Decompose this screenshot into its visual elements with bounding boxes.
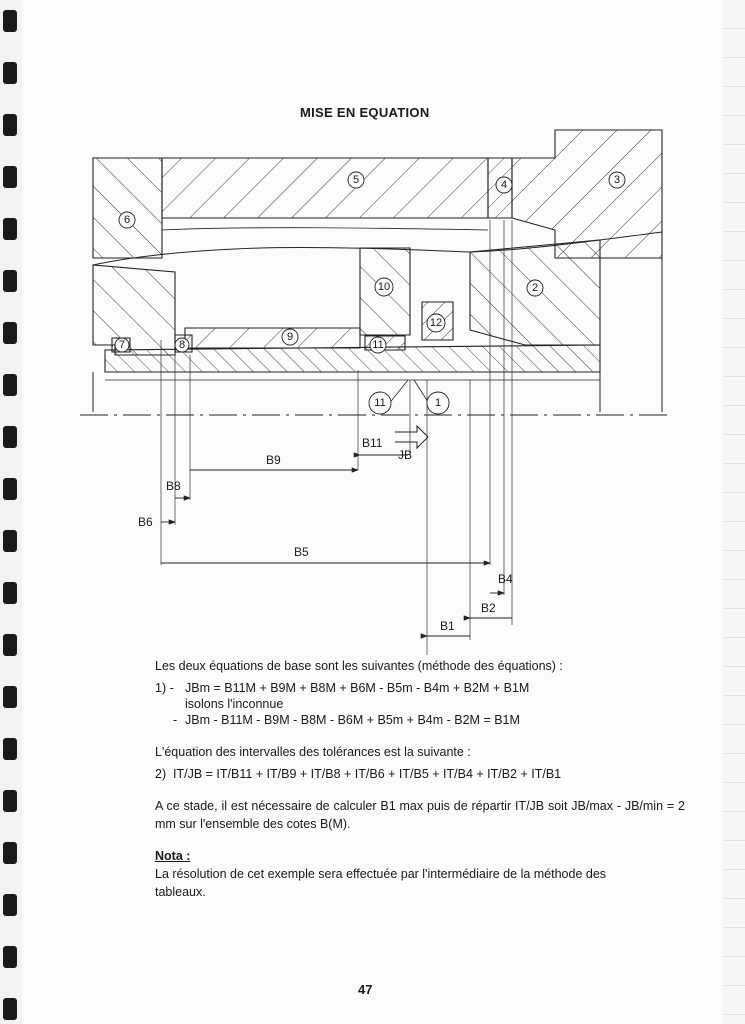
label-b11: B11 — [362, 436, 383, 450]
svg-text:1: 1 — [434, 397, 442, 409]
binding-ring — [3, 738, 17, 760]
svg-text:4: 4 — [500, 179, 508, 191]
svg-text:9: 9 — [286, 331, 294, 343]
part-9 — [185, 328, 360, 348]
svg-text:10: 10 — [377, 281, 391, 293]
label-b1: B1 — [440, 619, 455, 633]
svg-text:6: 6 — [123, 214, 131, 226]
binding-ring — [3, 998, 17, 1020]
nota-label: Nota : — [155, 849, 191, 863]
part-6-lower — [93, 265, 175, 355]
equation-2: 2) IT/JB = IT/B11 + IT/B9 + IT/B8 + IT/B6 + IT/B5 + IT/B4 + IT/B2 + IT/B1 — [155, 767, 562, 781]
label-b9: B9 — [266, 453, 281, 467]
part-6 — [93, 158, 162, 258]
label-b6: B6 — [138, 515, 153, 529]
page-number: 47 — [358, 982, 373, 997]
binding-ring — [3, 790, 17, 812]
page-title: MISE EN EQUATION — [300, 105, 430, 120]
jb-arrow — [395, 426, 428, 448]
binding-ring — [3, 686, 17, 708]
intro-text: Les deux équations de base sont les suivantes (méthode des équations) : — [155, 659, 563, 673]
svg-text:2: 2 — [531, 282, 539, 294]
svg-text:11: 11 — [372, 339, 384, 351]
label-b5: B5 — [294, 545, 309, 559]
svg-text:11: 11 — [374, 397, 386, 409]
equation-1b: - JBm - B11M - B9M - B8M - B6M + B5m + B4m - B2M = B1M — [173, 713, 520, 727]
svg-text:3: 3 — [613, 174, 621, 186]
binding-ring — [3, 946, 17, 968]
equations-section — [155, 657, 685, 901]
label-b4: B4 — [498, 572, 513, 586]
tolerance-intro: L'équation des intervalles des tolérances est la suivante : — [155, 745, 471, 759]
stage-paragraph: A ce stade, il est nécessaire de calculer B1 max puis de répartir IT/JB soit JB/max - JB/min = 2 mm sur l'ensemble des cotes B(M). — [155, 799, 685, 831]
label-jb: JB — [398, 448, 413, 462]
equation-1-note: isolons l'inconnue — [185, 697, 284, 711]
nota-text: La résolution de cet exemple sera effectuée par l'intermédiaire de la méthode des tableaux. — [155, 867, 607, 899]
svg-text:8: 8 — [178, 339, 186, 351]
part-5 — [162, 158, 488, 218]
label-b2: B2 — [481, 601, 496, 615]
binding-ring — [3, 842, 17, 864]
nota-block — [155, 847, 685, 901]
svg-text:12: 12 — [429, 317, 443, 329]
svg-text:7: 7 — [118, 339, 126, 351]
label-b8: B8 — [166, 479, 181, 493]
equation-1: 1) - JBm = B11M + B9M + B8M + B6M - B5m - B4m + B2M + B1M — [155, 681, 530, 695]
binding-ring — [3, 894, 17, 916]
part-3 — [512, 130, 662, 258]
svg-text:5: 5 — [352, 174, 360, 186]
